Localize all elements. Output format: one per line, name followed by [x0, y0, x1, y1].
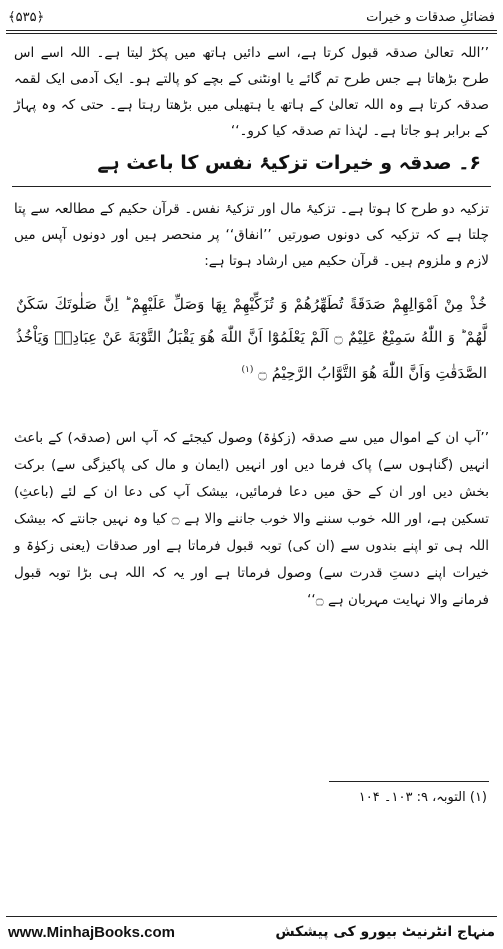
page-footer — [8, 919, 495, 945]
footnote-rule — [329, 781, 489, 782]
footnote: (۱) التوبہ، ۹: ۱۰۳۔ ۱۰۴ — [358, 790, 487, 805]
website-link[interactable]: www.MinhajBooks.com — [8, 923, 175, 941]
paragraph-hadith-translation: ’’اللہ تعالیٰ صدقہ قبول کرتا ہے، اسے دائیں ہاتھ میں پکڑ لیتا ہے۔ اللہ اسے اس طرح بڑھاتا ہے جس طرح تم گائے یا اونٹنی کے بچے کو پالتے ہو۔ ایک آدمی ایک لقمہ صدقہ کرتا ہے وہ اللہ تعالیٰ کے ہاتھ یا ہتھیلی میں بڑھتا رہتا ہے۔ حتی کہ وہ پہاڑ کے برابر ہو جاتا ہے۔ لہٰذا تم صدقہ کیا کرو۔‘‘ — [14, 45, 489, 139]
paragraph-intro: تزکیہ دو طرح کا ہوتا ہے۔ تزکیۂ مال اور تزکیۂ نفس۔ قرآن حکیم کے مطالعہ سے پتا چلتا ہے کہ تزکیہ کی دونوں صورتیں ’’انفاق‘‘ پر منحصر ہیں اور دونوں آپس میں لازم و ملزوم ہیں۔ قرآن حکیم میں ارشاد ہوتا ہے: — [14, 201, 489, 269]
heading-underline — [12, 186, 491, 187]
quran-verse — [16, 288, 487, 390]
presenter-credit: منہاج انٹرنیٹ بیورو کی پیشکش — [275, 924, 495, 940]
running-title: فضائلِ صدقات و خیرات — [366, 9, 495, 25]
header-rule-thin — [6, 33, 497, 34]
section-heading: ۶۔ صدقہ و خیرات تزکیۂ نفس کا باعث ہے — [97, 152, 481, 174]
header-rule — [6, 30, 497, 31]
paragraph-verse-translation: ’’آپ ان کے اموال میں سے صدقہ (زکوٰۃ) وصول کیجئے کہ آپ اس (صدقہ) کے باعث انہیں (گناہوں سے) پاک فرما دیں اور انہیں (ایمان و مال کی پاکیزگی سے) برکت بخش دیں اور ان کے حق میں دعا فرمائیں، بیشک آپ کی دعا ان کے لئے (باعثِ) تسکین ہے، اور اللہ خوب سننے والا خوب جاننے والا ہے ۝ کیا وہ نہیں جانتے کہ بیشک اللہ ہی تو اپنے بندوں سے (ان کی) توبہ قبول فرماتا ہے اور صدقات (یعنی زکوٰۃ و خیرات اپنے دستِ قدرت سے) وصول فرماتا ہے اور یہ کہ اللہ ہی بڑا توبہ قبول فرمانے والا نہایت مہربان ہے ۝‘‘ — [14, 430, 490, 608]
page-header — [8, 4, 495, 30]
page-number: ﴾۵۳۵﴿ — [8, 9, 45, 25]
quran-verse-text: خُذْ مِنْ اَمْوَالِهِمْ صَدَقَةً تُطَهِّرُهُمْ وَ تُزَكِّيْهِمْ بِهَا وَصَلِّ عَلَيْهِمْ ؕ اِنَّ صَلٰوتَكَ سَكَنٌ لَّهُمْ ؕ وَ اللّٰهُ سَمِيْعٌ عَلِيْمٌ ۝ اَلَمْ يَعْلَمُوْٓا اَنَّ اللّٰهَ هُوَ يَقْبَلُ التَّوْبَةَ عَنْ عِبَادِهٖ وَيَاْخُذُ الصَّدَقٰتِ وَاَنَّ اللّٰهَ هُوَ التَّوَّابُ الرَّحِيْمُ ۝ — [16, 295, 487, 382]
verse-reference-mark: (۱) — [241, 365, 254, 375]
footer-rule — [6, 916, 497, 917]
